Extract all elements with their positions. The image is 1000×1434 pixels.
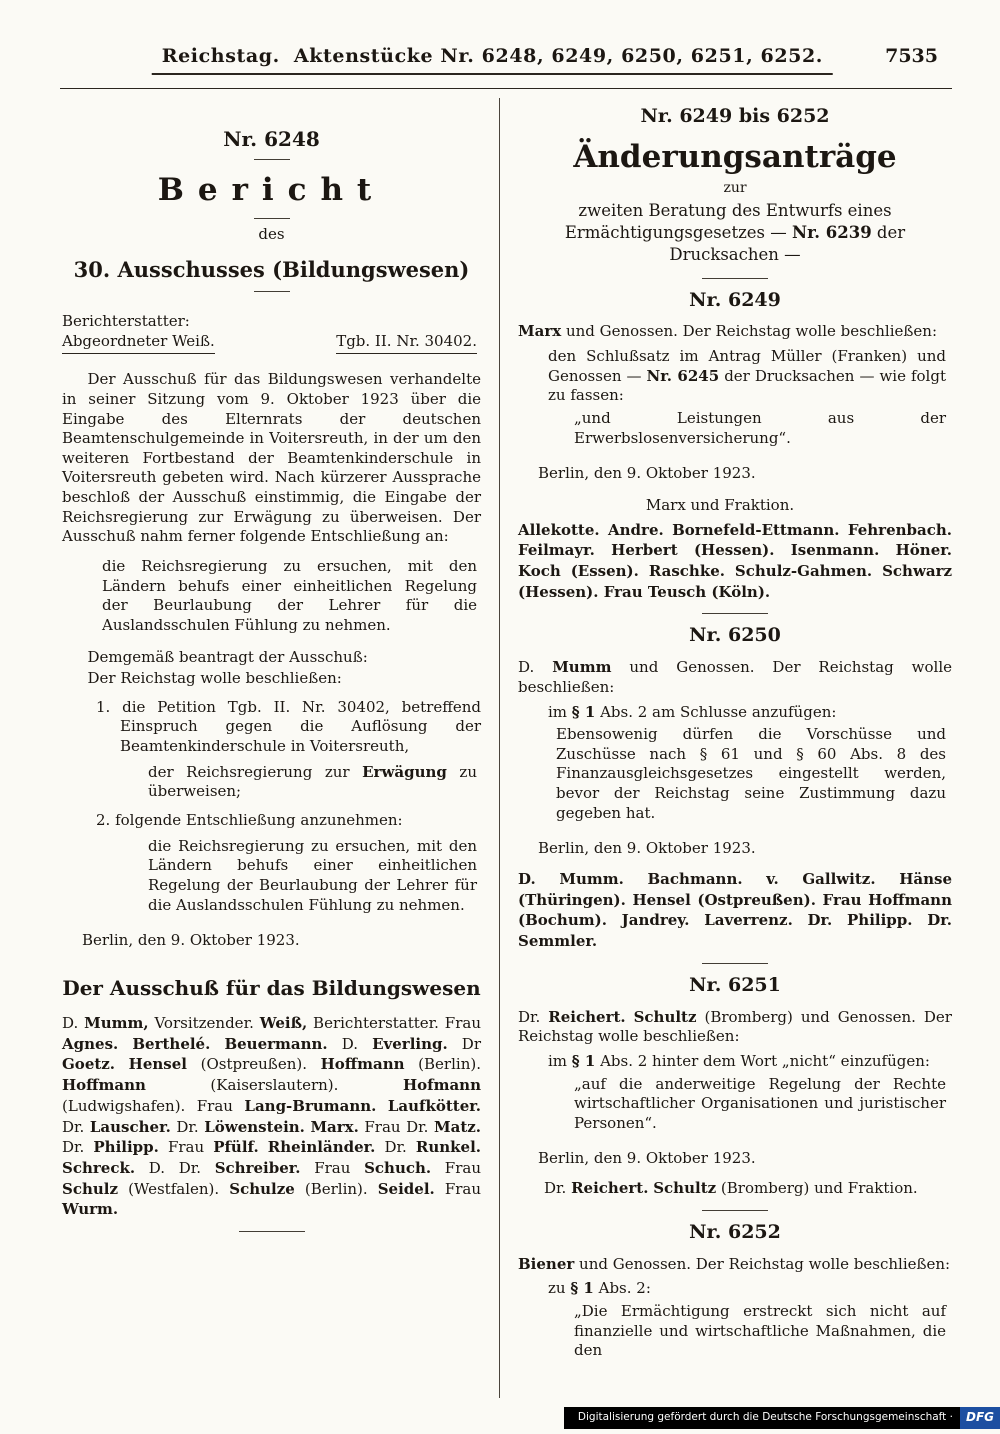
report-des-line: des: [258, 224, 285, 243]
digitization-footer: [564, 1407, 1000, 1429]
motion-quote: „und Leistungen aus der Erwerbslosenversicherung“.: [574, 409, 946, 447]
motion-item-1-sub: der Reichsregierung zur Erwägung zu überweisen;: [148, 762, 477, 801]
motion-quote: Ebensowenig dürfen die Vorschüsse und Zuschüsse nach § 61 und § 60 Abs. 8 des Finanzausgleichsgesetzes eingestellt werden, bevor der Reichstag seine Zustimmung dazu gegeben hat.: [556, 725, 946, 822]
left-column: [62, 98, 499, 1398]
right-column: [500, 98, 952, 1398]
journal-reference: Tgb. II. Nr. 30402.: [336, 332, 477, 355]
rapporteur-label: Berichterstatter:: [62, 311, 190, 330]
motion-quote: „auf die anderweitige Regelung der Rechte wirtschaftlicher Organisationen und juristischer Personen“.: [574, 1074, 946, 1132]
date-line: Berlin, den 9. Oktober 1923.: [82, 931, 300, 950]
date-line: Berlin, den 9. Oktober 1923.: [538, 464, 756, 483]
motion-quote: „Die Ermächtigung erstreckt sich nicht auf finanzielle und wirtschaftliche Maßnahmen, die den: [574, 1301, 946, 1360]
fraction-signature: Marx und Fraktion.: [645, 495, 795, 514]
motion-item-2: 2. folgende Entschließung anzunehmen:: [96, 811, 403, 830]
section-6252: [518, 1210, 952, 1361]
motion-item-2-sub: die Reichsregierung zu ersuchen, mit den Ländern behufs einer einheitlichen Regelung der Beurlaubung der Lehrer für die Auslandsschulen Fühlung zu nehmen.: [148, 836, 477, 914]
header-title: [152, 44, 833, 75]
section-number: Nr. 6249: [689, 288, 781, 311]
issue-title: Aktenstücke Nr. 6248, 6249, 6250, 6251, 6252.: [293, 45, 824, 67]
separator-rule: [702, 278, 768, 279]
amendments-subtitle: zweiten Beratung des Entwurfs eines Ermächtigungsgesetzes — Nr. 6239 der Drucksachen —: [564, 200, 906, 265]
digitization-credit-text: Digitalisierung gefördert durch die Deutsche Forschungsgemeinschaft ·: [577, 1411, 953, 1424]
rapporteur-block: [62, 312, 215, 354]
motion-intro: Biener und Genossen. Der Reichstag wolle beschließen:: [518, 1254, 951, 1273]
header-rule: [60, 88, 952, 89]
motion-body: im § 1 Abs. 2 am Schlusse anzufügen:: [548, 702, 837, 721]
committee-title: 30. Ausschusses (Bildungswesen): [73, 257, 470, 283]
page-number: 7535: [885, 45, 938, 67]
signer-list: Dr. Reichert. Schultz (Bromberg) und Fraktion.: [544, 1179, 918, 1198]
rapporteur-row: [62, 312, 477, 354]
motion-body: den Schlußsatz im Antrag Müller (Franken) und Genossen — Nr. 6245 der Drucksachen — wie folgt zu fassen:: [548, 347, 946, 405]
motion-body: zu § 1 Abs. 2:: [548, 1279, 651, 1298]
separator-rule: [254, 159, 290, 160]
separator-rule: [702, 613, 768, 614]
separator-rule: [702, 963, 768, 964]
page-header: [62, 44, 950, 78]
signer-list: Allekotte. Andre. Bornefeld-Ettmann. Fehrenbach. Feilmayr. Herbert (Hessen). Isenmann. Höner. Koch (Essen). Raschke. Schulz-Gahmen. Schwarz (Hessen). Frau Teusch (Köln).: [518, 520, 952, 601]
separator-rule: [254, 218, 290, 219]
motion-intro: Marx und Genossen. Der Reichstag wolle beschließen:: [518, 322, 937, 341]
separator-rule: [254, 291, 290, 292]
section-6251: [518, 963, 952, 1199]
zur-line: zur: [723, 180, 747, 197]
motion-lead: Demgemäß beantragt der Ausschuß:: [87, 647, 368, 666]
motion-formula: Der Reichstag wolle beschließen:: [87, 669, 342, 688]
motion-body: im § 1 Abs. 2 hinter dem Wort „nicht“ einzufügen:: [548, 1051, 930, 1070]
rapporteur-name: Abgeordneter Weiß.: [62, 332, 215, 355]
journal-name: Reichstag.: [161, 45, 280, 67]
document-number-6248: Nr. 6248: [223, 127, 320, 151]
report-paragraph: Der Ausschuß für das Bildungswesen verhandelte in seiner Sitzung vom 9. Oktober 1923 über die Eingabe des Elternrats der deutschen Beamtenschulgemeinde in Voitersreuth, in der um den weiteren Fortbestand der Beamtenkinderschule in Voitersreuth gebeten wird. Nach kürzerer Aussprache beschloß der Ausschuß einstimmig, die Eingabe der Reichsregierung zur Erwägung zu überweisen. Der Ausschuß nahm ferner folgende Entschließung an:: [62, 370, 481, 546]
motion-item-1: 1. die Petition Tgb. II. Nr. 30402, betreffend Einspruch gegen die Auflösung der Beamtenkinderschule in Voitersreuth,: [96, 697, 481, 756]
document-number-range: Nr. 6249 bis 6252: [640, 105, 830, 127]
section-6249: [518, 278, 952, 603]
amendments-title: Änderungsanträge: [573, 138, 897, 175]
section-number: Nr. 6251: [689, 973, 781, 996]
signer-list: D. Mumm. Bachmann. v. Gallwitz. Hänse (Thüringen). Hensel (Ostpreußen). Frau Hoffmann (Bochum). Jandrey. Laverrenz. Dr. Philipp. Dr. Semmler.: [518, 870, 952, 951]
dfg-logo: DFG: [960, 1407, 1000, 1429]
committee-member-list: D. Mumm, Vorsitzender. Weiß, Berichterstatter. Frau Agnes. Berthelé. Beuermann. D. Everling. Dr Goetz. Hensel (Ostpreußen). Hoffmann (Berlin). Hoffmann (Kaiserslautern). Hofmann (Ludwigshafen). Frau Lang-Brumann. Laufkötter. Dr. Lauscher. Dr. Löwenstein. Marx. Frau Dr. Matz. Dr. Philipp. Frau Pfülf. Rheinländer. Dr. Runkel. Schreck. D. Dr. Schreiber. Frau Schuch. Frau Schulz (Westfalen). Schulze (Berlin). Seidel. Frau Wurm.: [62, 1014, 481, 1219]
date-line: Berlin, den 9. Oktober 1923.: [538, 839, 756, 858]
resolution-text: die Reichsregierung zu ersuchen, mit den Ländern behufs einer einheitlichen Regelung der Beurlaubung der Lehrer für die Auslandsschulen Fühlung zu nehmen.: [102, 556, 477, 634]
two-column-layout: [62, 98, 952, 1398]
section-number: Nr. 6250: [689, 624, 781, 647]
separator-rule: [702, 1210, 768, 1211]
committee-signature-heading: Der Ausschuß für das Bildungswesen: [62, 975, 481, 1000]
date-line: Berlin, den 9. Oktober 1923.: [538, 1149, 756, 1168]
section-6250: [518, 613, 952, 951]
motion-intro: D. Mumm und Genossen. Der Reichstag wolle beschließen:: [518, 658, 953, 696]
motion-intro: Dr. Reichert. Schultz (Bromberg) und Genossen. Der Reichstag wolle beschließen:: [518, 1007, 952, 1046]
section-number: Nr. 6252: [689, 1220, 781, 1243]
report-title: Bericht: [157, 172, 386, 209]
separator-rule: [239, 1231, 305, 1232]
